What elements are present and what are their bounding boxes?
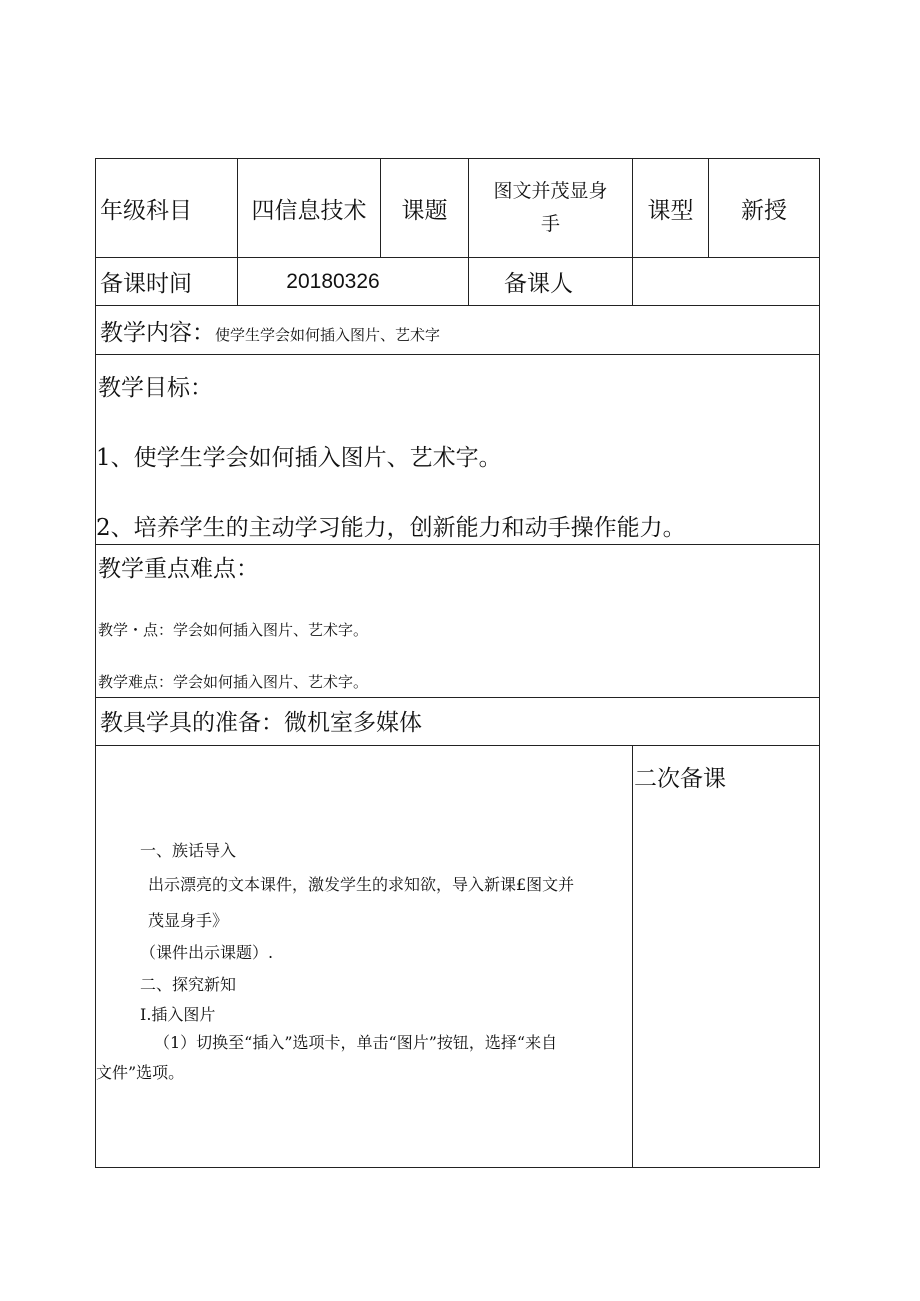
teaching-content-label: 教学内容： xyxy=(100,319,215,346)
process-line-6: I.插入图片 xyxy=(140,1005,216,1024)
materials-cell xyxy=(96,698,820,746)
materials-label: 教具学具的准备： xyxy=(100,710,284,736)
prep-time-label: 备课时间 xyxy=(96,258,238,306)
teaching-goals-label: 教学目标： xyxy=(98,375,213,401)
topic-value-line1: 图文并茂显身 xyxy=(493,180,608,202)
teaching-goal-2: 2、培养学生的主动学习能力，创新能力和动手操作能力。 xyxy=(96,515,686,541)
header-row-1 xyxy=(96,159,820,258)
teaching-goals-cell xyxy=(96,355,820,545)
topic-value-line2: 手 xyxy=(540,213,560,235)
lesson-type-value: 新授 xyxy=(709,159,820,258)
key-points-label: 教学重点难点： xyxy=(98,556,259,582)
teaching-process-cell xyxy=(96,746,633,1168)
goals-row xyxy=(96,355,820,545)
process-line-5: 二、探究新知 xyxy=(140,975,237,994)
header-row-2 xyxy=(96,258,820,306)
process-line-7: （1）切换至“插入”选项卡，单击“图片”按钮，选择“来自 xyxy=(154,1033,558,1052)
difficult-point-text: 教学难点：学会如何插入图片、艺术字。 xyxy=(98,673,369,691)
key-points-cell xyxy=(96,545,820,698)
teaching-content-text: 使学生学会如何插入图片、艺术字 xyxy=(215,325,441,344)
topic-label: 课题 xyxy=(381,159,469,258)
second-prep-cell xyxy=(633,746,820,1168)
process-line-4: （课件出示课题）. xyxy=(140,943,274,962)
content-row xyxy=(96,306,820,355)
prep-time-value: 20180326 xyxy=(238,258,469,306)
teaching-content-cell xyxy=(96,306,820,355)
second-prep-label: 二次备课 xyxy=(634,766,726,792)
lesson-type-label: 课型 xyxy=(633,159,709,258)
key-point-text: 教学・点：学会如何插入图片、艺术字。 xyxy=(98,621,369,639)
process-line-8: 文件”选项。 xyxy=(96,1063,185,1082)
lesson-plan-table xyxy=(95,158,820,1168)
process-line-1: 一、族话导入 xyxy=(140,841,237,860)
grade-subject-label: 年级科目 xyxy=(96,159,238,258)
process-line-2: 出示漂亮的文本课件，激发学生的求知欲，导入新课£图文并 xyxy=(148,875,575,894)
preparer-label: 备课人 xyxy=(469,258,633,306)
topic-value-cell xyxy=(469,159,633,258)
process-row xyxy=(96,746,820,1168)
preparer-value xyxy=(633,258,820,306)
process-line-3: 茂显身手》 xyxy=(148,911,229,930)
teaching-goal-1: 1、使学生学会如何插入图片、艺术字。 xyxy=(96,445,502,471)
materials-row xyxy=(96,698,820,746)
grade-subject-value: 四信息技术 xyxy=(238,159,381,258)
key-points-row xyxy=(96,545,820,698)
materials-text: 微机室多媒体 xyxy=(284,710,422,736)
